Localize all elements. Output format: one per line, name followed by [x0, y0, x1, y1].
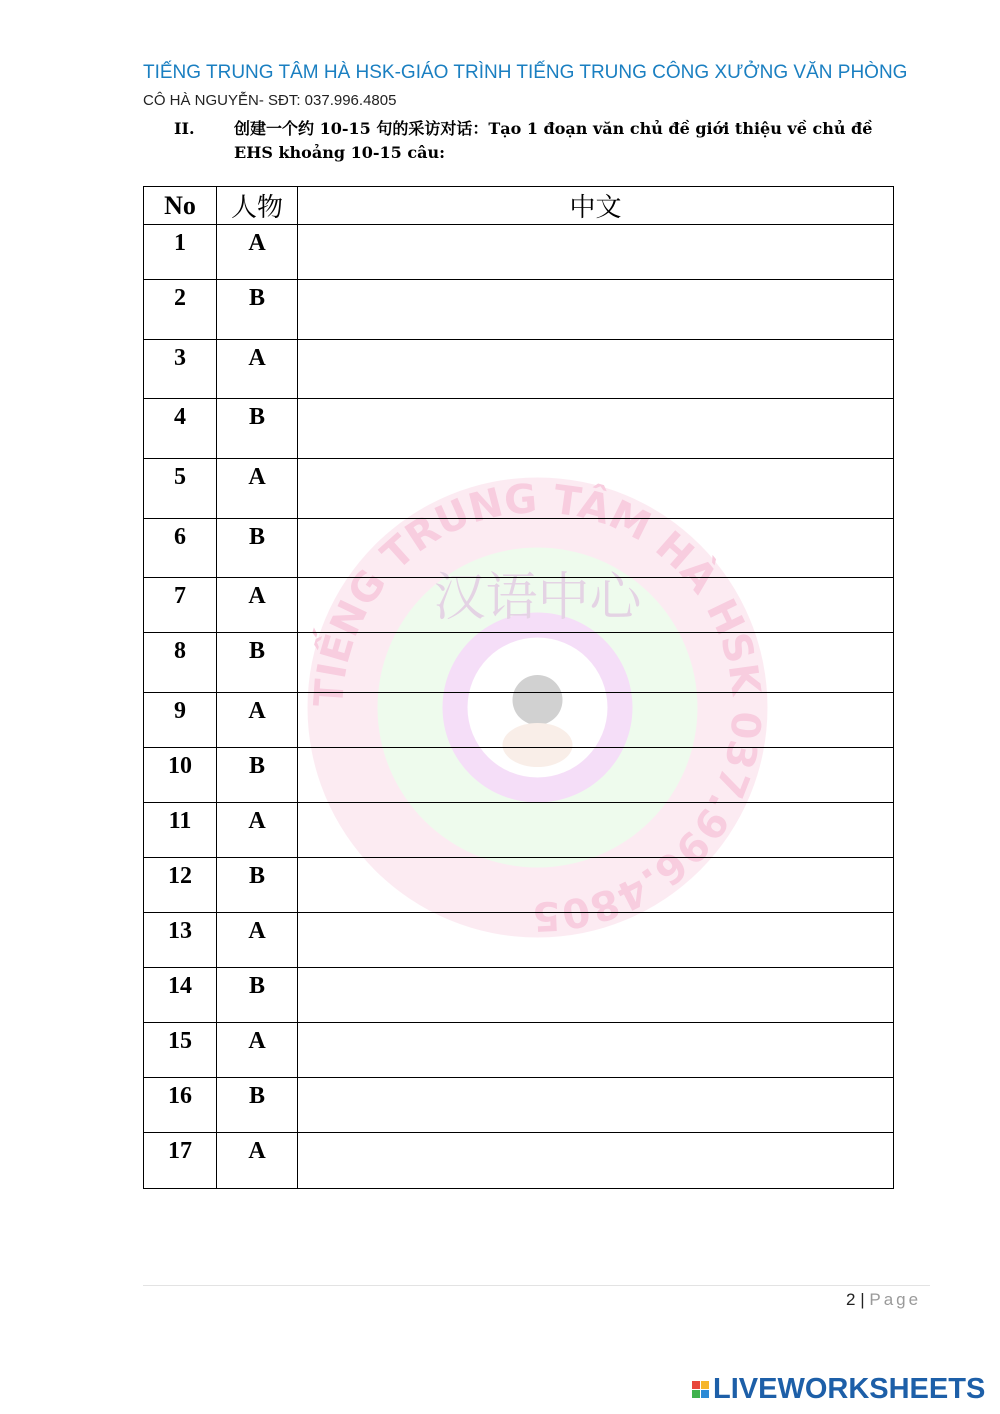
footer-divider: [143, 1285, 930, 1286]
row-speaker: A: [217, 459, 298, 519]
row-number: 4: [144, 399, 217, 459]
table-row: [144, 968, 894, 1023]
row-speaker: A: [217, 1023, 298, 1078]
row-speaker: B: [217, 968, 298, 1023]
answer-field[interactable]: [298, 858, 894, 913]
instruction-line-1: 创建一个约 10-15 句的采访对话：Tạo 1 đoạn văn chủ đề giới thiệu về chủ đề: [234, 119, 873, 138]
answer-field[interactable]: [298, 1023, 894, 1078]
row-speaker: B: [217, 399, 298, 459]
table-row: [144, 633, 894, 693]
answer-field[interactable]: [298, 748, 894, 803]
answer-field[interactable]: [298, 399, 894, 459]
table-row: [144, 340, 894, 399]
answer-field[interactable]: [298, 280, 894, 340]
row-number: 1: [144, 225, 217, 280]
liveworksheets-logo[interactable]: [692, 1373, 985, 1405]
row-number: 15: [144, 1023, 217, 1078]
answer-field[interactable]: [298, 913, 894, 968]
table-row: [144, 459, 894, 519]
table-row: [144, 1023, 894, 1078]
row-speaker: B: [217, 280, 298, 340]
row-speaker: A: [217, 803, 298, 858]
page-label: Page: [869, 1290, 922, 1309]
answer-field[interactable]: [298, 578, 894, 633]
row-number: 14: [144, 968, 217, 1023]
row-speaker: B: [217, 633, 298, 693]
row-speaker: A: [217, 913, 298, 968]
answer-field[interactable]: [298, 693, 894, 748]
row-speaker: A: [217, 225, 298, 280]
row-number: 11: [144, 803, 217, 858]
answer-field[interactable]: [298, 968, 894, 1023]
row-number: 16: [144, 1078, 217, 1133]
row-number: 10: [144, 748, 217, 803]
dialogue-table: [143, 186, 894, 1189]
page-separator: |: [860, 1290, 865, 1309]
table-row: [144, 280, 894, 340]
table-row: [144, 578, 894, 633]
row-speaker: B: [217, 519, 298, 578]
row-number: 7: [144, 578, 217, 633]
table-row: [144, 913, 894, 968]
liveworksheets-logo-icon: [692, 1381, 709, 1398]
table-row: [144, 858, 894, 913]
answer-field[interactable]: [298, 1078, 894, 1133]
answer-field[interactable]: [298, 803, 894, 858]
table-row: [144, 399, 894, 459]
row-speaker: A: [217, 340, 298, 399]
section-instruction: [234, 117, 924, 165]
table-row: [144, 225, 894, 280]
table-row: [144, 803, 894, 858]
row-number: 2: [144, 280, 217, 340]
section-number: II.: [174, 119, 195, 138]
table-row: [144, 1133, 894, 1189]
row-speaker: A: [217, 1133, 298, 1189]
header-no: No: [144, 187, 217, 225]
row-number: 3: [144, 340, 217, 399]
row-number: 6: [144, 519, 217, 578]
table-row: [144, 1078, 894, 1133]
row-number: 9: [144, 693, 217, 748]
row-number: 13: [144, 913, 217, 968]
row-speaker: B: [217, 858, 298, 913]
brand-name: LIVEWORKSHEETS: [713, 1372, 986, 1405]
answer-field[interactable]: [298, 519, 894, 578]
header-title: TIẾNG TRUNG TÂM HÀ HSK-GIÁO TRÌNH TIẾNG TRUNG CÔNG XƯỞNG VĂN PHÒNG: [143, 62, 908, 83]
row-number: 17: [144, 1133, 217, 1189]
table-row: [144, 693, 894, 748]
table-row: [144, 519, 894, 578]
row-speaker: A: [217, 578, 298, 633]
answer-field[interactable]: [298, 340, 894, 399]
header-subtitle: CÔ HÀ NGUYỄN- SĐT: 037.996.4805: [143, 92, 397, 109]
header-role: 人物: [217, 187, 298, 225]
instruction-line-2: EHS khoảng 10-15 câu:: [234, 143, 445, 162]
page-number: [846, 1290, 921, 1310]
row-speaker: A: [217, 693, 298, 748]
page-number-value: 2: [846, 1290, 856, 1309]
watermark-ring-text: TIẾNG TRUNG TÂM HÀ HSK 037.996.4805: [306, 475, 769, 939]
answer-field[interactable]: [298, 459, 894, 519]
table-row: [144, 748, 894, 803]
row-number: 12: [144, 858, 217, 913]
row-number: 8: [144, 633, 217, 693]
row-number: 5: [144, 459, 217, 519]
watermark-center-text: 汉语中心: [433, 568, 642, 628]
row-speaker: B: [217, 1078, 298, 1133]
row-speaker: B: [217, 748, 298, 803]
answer-field[interactable]: [298, 1133, 894, 1189]
answer-field[interactable]: [298, 633, 894, 693]
answer-field[interactable]: [298, 225, 894, 280]
header-content: 中文: [298, 187, 894, 225]
